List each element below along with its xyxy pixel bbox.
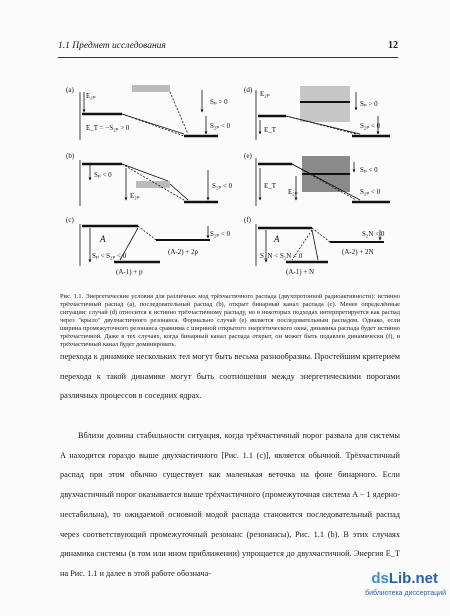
d-et: E_T [264,126,277,134]
section-title: 1.1 Предмет исследования [58,41,166,51]
figure-caption: Рис. 1.1. Энергетические условия для различных мод трёхчастичного распада (двухпротонной радиоактивности): истинно трёхчастичный распад (a), последовательный распад (b), открыт бинарный канал распада (c). Менее определённые ситуации: случай (d) относится к истинно трёхчастичному распаду, но в некоторых подходах интерпретируется как распад через "крыло" двухчастичного резонанса. Формально случай (e) является последовательным распадом. Однако, если ширина промежуточного резонанса сравнима с шириной открытого энергетического окна, динамика распада будет истинно трёхчастичной. Даже в тех случаях, когда бинарный канал распада открыт, он может быть подавлен динамически (f), и трёхчастичный канал будет доминировать. [60,293,400,348]
energy-diagrams [60,76,400,282]
panel-f [244,216,385,276]
e-e2p: E₂ₚ [288,188,298,196]
panel-a [66,85,231,140]
d-sp: Sₚ > 0 [360,100,378,108]
panel-d [244,86,390,140]
e-et: E_T [264,182,277,190]
panel-label-d: (d) [244,86,253,94]
d-e2p: E₂ₚ [260,90,270,98]
f-a2n: (A-2) + 2N [342,248,374,256]
b-e2p: E₂ₚ [130,192,140,200]
panel-e [244,152,390,206]
c-sp: Sₚ < S₂ₚ < 0 [92,252,127,260]
c-a1p: (A-1) + p [116,268,143,276]
f-sn: S_N < S₂N < 0 [260,252,303,260]
a-sp: Sₚ > 0 [210,98,228,106]
panel-b [66,152,233,206]
c-a: A [100,234,106,244]
b-sp: Sₚ < 0 [94,171,112,179]
panel-label-b: (b) [66,152,75,160]
page-number: 12 [388,40,398,51]
watermark [350,570,450,616]
running-header [58,40,398,56]
watermark-logo: dsLib.net [371,570,438,587]
paragraph-2: Вблизи долины стабильности ситуация, когда трёхчастичный порог развала для системы A находится гораздо выше двухчастичного [Рис. 1.1 (c)], является обычной. Трёхчастичный распад при этом обычно существует как маленькая веточка на фоне бинарного. Если двухчастичный порог оказывается выше трёхчастичного (промежуточная система A − 1 ядерно-нестабильна), то ожидаемой основной модой распада становится последовательный распад через соответствующий промежуточный резонанс (резонансы), Рис. 1.1 (b). В этих случаях динамика системы (в том или ином приближении) упрощается до двухчастичной. Энергия E_T на Рис. 1.1 и далее в этой работе обознача- [60,431,400,578]
paragraph-1: перехода к динамике нескольких тел могут быть весьма разнообразны. Простейшим критерием перехода к такой динамике могут быть соотношения между энергетическими порогами различных процессов в соседних ядрах. [60,352,400,401]
e-s2p: S₂ₚ < 0 [360,188,381,196]
f-a: A [274,234,280,244]
panel-c [66,216,231,276]
panel-label-a: (a) [66,86,74,94]
figure-1-1 [60,76,400,282]
c-s2p: S₂ₚ < 0 [210,230,231,238]
panel-label-e: (e) [244,152,252,160]
a-et-eq: E_T = −S₂ₚ > 0 [86,124,130,132]
a-s2p: S₂ₚ < 0 [210,122,231,130]
e-sp: Sₚ < 0 [360,166,378,174]
header-rule [58,57,398,58]
a-e2p: E₂ₚ [86,92,96,100]
b-s2p: S₂ₚ < 0 [212,182,233,190]
panel-label-c: (c) [66,216,74,224]
f-s2n: S₂N < 0 [362,230,385,238]
c-a2p: (A-2) + 2p [168,248,198,256]
panel-label-f: (f) [244,216,251,224]
d-s2p: S₂ₚ < 0 [360,122,381,130]
watermark-subtitle: библиотека диссертаций [365,590,446,597]
f-a1n: (A-1) + N [286,268,315,276]
